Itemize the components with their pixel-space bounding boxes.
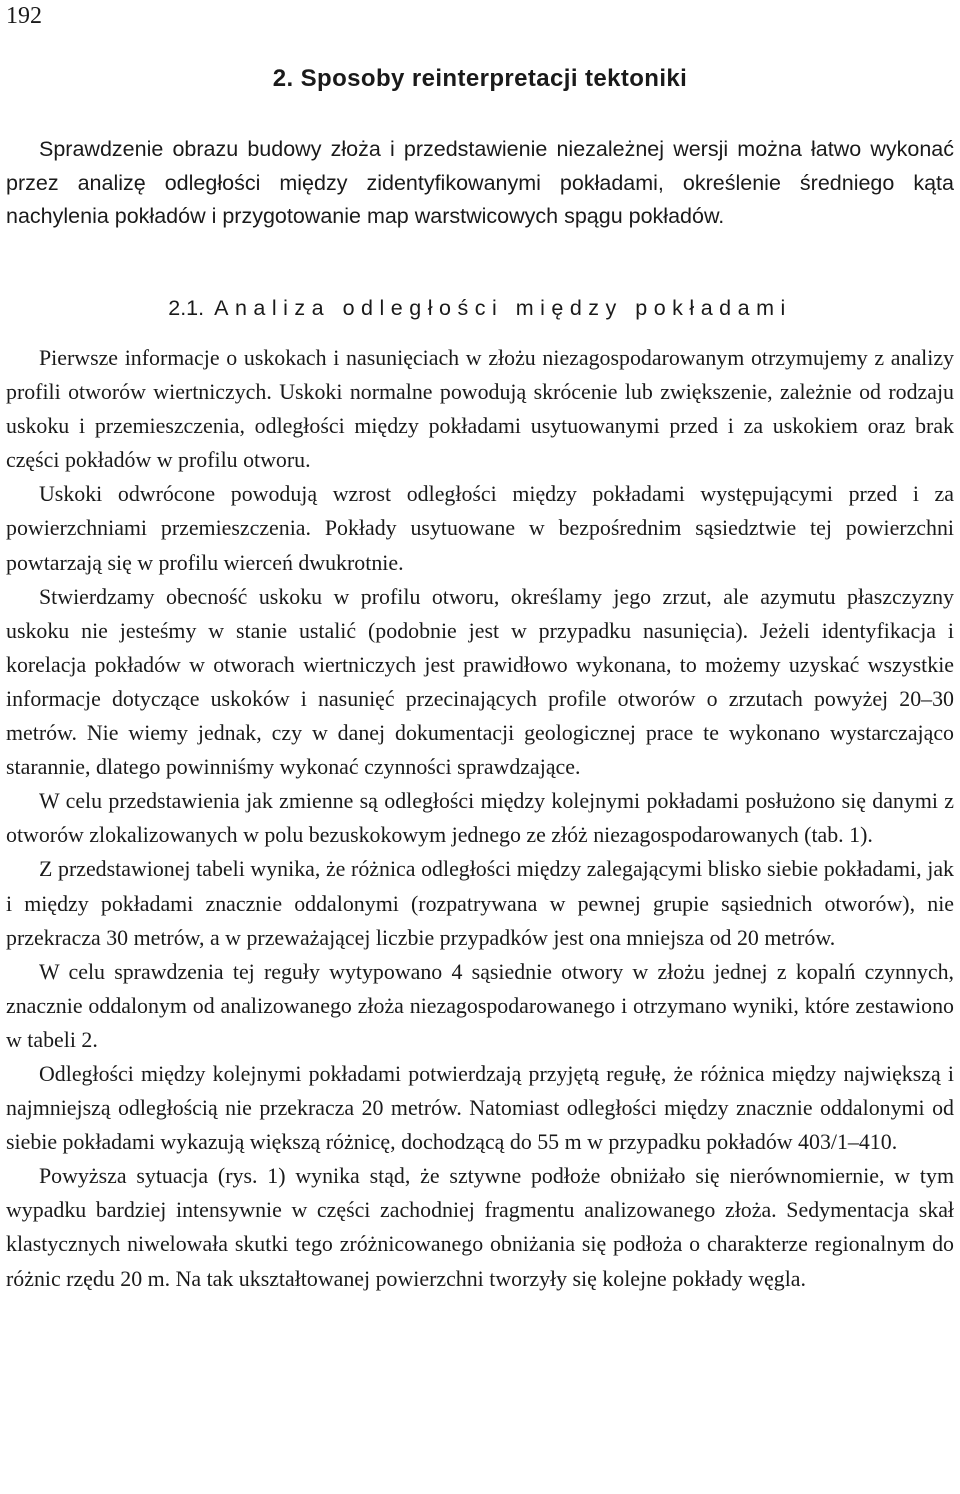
paragraph: W celu sprawdzenia tej reguły wytypowano 4 sąsiednie otwory w złożu jednej z kopalń czynnych, znacznie oddalonym od analizowanego złoża niezagospodarowanego i otrzymano wyniki, które zestawiono w tabeli 2. <box>6 958 954 1052</box>
paragraph: Stwierdzamy obecność uskoku w profilu otworu, określamy jego zrzut, ale azymutu płaszczyzny uskoku nie jesteśmy w stanie ustalić (podobnie jest w przypadku nasunięcia). Jeżeli identyfikacja i korelacja pokładów w otworach wiertniczych jest prawidłowo wykonana, to możemy uzyskać wszystkie informacje dotyczące uskoków i nasunięć przecinających profile otworów o zrzutach powyżej 20–30 metrów. Nie wiemy jednak, czy w danej dokumentacji geologicznej prace te wykonano wystarczająco starannie, dlatego powinniśmy wykonać czynności sprawdzające. <box>6 583 954 780</box>
intro-paragraph-text: Sprawdzenie obrazu budowy złoża i przedstawienie niezależnej wersji można łatwo wykonać przez analizę odległości między zidentyfikowanymi pokładami, określenie średniego kąta nachylenia pokładów i przygotowanie map warstwicowych spągu pokładów. <box>6 137 954 228</box>
intro-paragraph <box>6 133 954 234</box>
subsection-heading <box>0 292 960 324</box>
paragraph: Pierwsze informacje o uskokach i nasunięciach w złożu niezagospodarowanym otrzymujemy z analizy profili otworów wiertniczych. Uskoki normalne powodują skrócenie lub zwiększenie, zależnie od rodzaju uskoku i przemieszczenia, odległości między pokładami usytuowanymi przed i za uskokiem oraz brak części pokładów w profilu otworu. <box>6 345 954 473</box>
body-text <box>6 341 954 1296</box>
section-heading: 2. Sposoby reinterpretacji tektoniki <box>272 65 688 92</box>
page-number: 192 <box>6 3 42 29</box>
paragraph: Z przedstawionej tabeli wynika, że różnica odległości między zalegającymi blisko siebie pokładami, jak i między pokładami znacznie oddalonymi (rozpatrywana w pewnej grupie sąsiednich otworów), nie przekracza 30 metrów, a w przeważającej liczbie przypadków jest ona mniejsza od 20 metrów. <box>6 856 954 950</box>
paragraph: Uskoki odwrócone powodują wzrost odległości między pokładami występującymi przed i za powierzchniami przemieszczenia. Pokłady usytuowane w bezpośrednim sąsiedztwie tej powierzchni powtarzają się w profilu wierceń dwukrotnie. <box>6 481 954 575</box>
paragraph: Powyższa sytuacja (rys. 1) wynika stąd, że sztywne podłoże obniżało się nierównomiernie, w tym wypadku bardziej intensywnie w części zachodniej fragmentu analizowanego złoża. Sedymentacja skał klastycznych niwelowała skutki tego zróżnicowanego obniżania się podłoża o charakterze regionalnym do różnic rzędu 20 m. Na tak ukształtowanej powierzchni tworzyły się kolejne pokłady węgla. <box>6 1163 954 1291</box>
paragraph: Odległości między kolejnymi pokładami potwierdzają przyjętą regułę, że różnica między największą i najmniejszą odległością nie przekracza 20 metrów. Natomiast odległości między znacznie oddalonymi od siebie pokładami wykazują większą różnicę, dochodzącą do 55 m w przypadku pokładów 403/1–410. <box>6 1060 954 1155</box>
paragraph: W celu przedstawienia jak zmienne są odległości między kolejnymi pokładami posłużono się danymi z otworów zlokalizowanych w polu bezuskokowym jednego ze złóż niezagospodarowanych (tab. 1). <box>6 788 954 848</box>
subsection-number: 2.1. <box>168 296 205 320</box>
subsection-title: Analiza odległości między pokładami <box>214 296 792 320</box>
